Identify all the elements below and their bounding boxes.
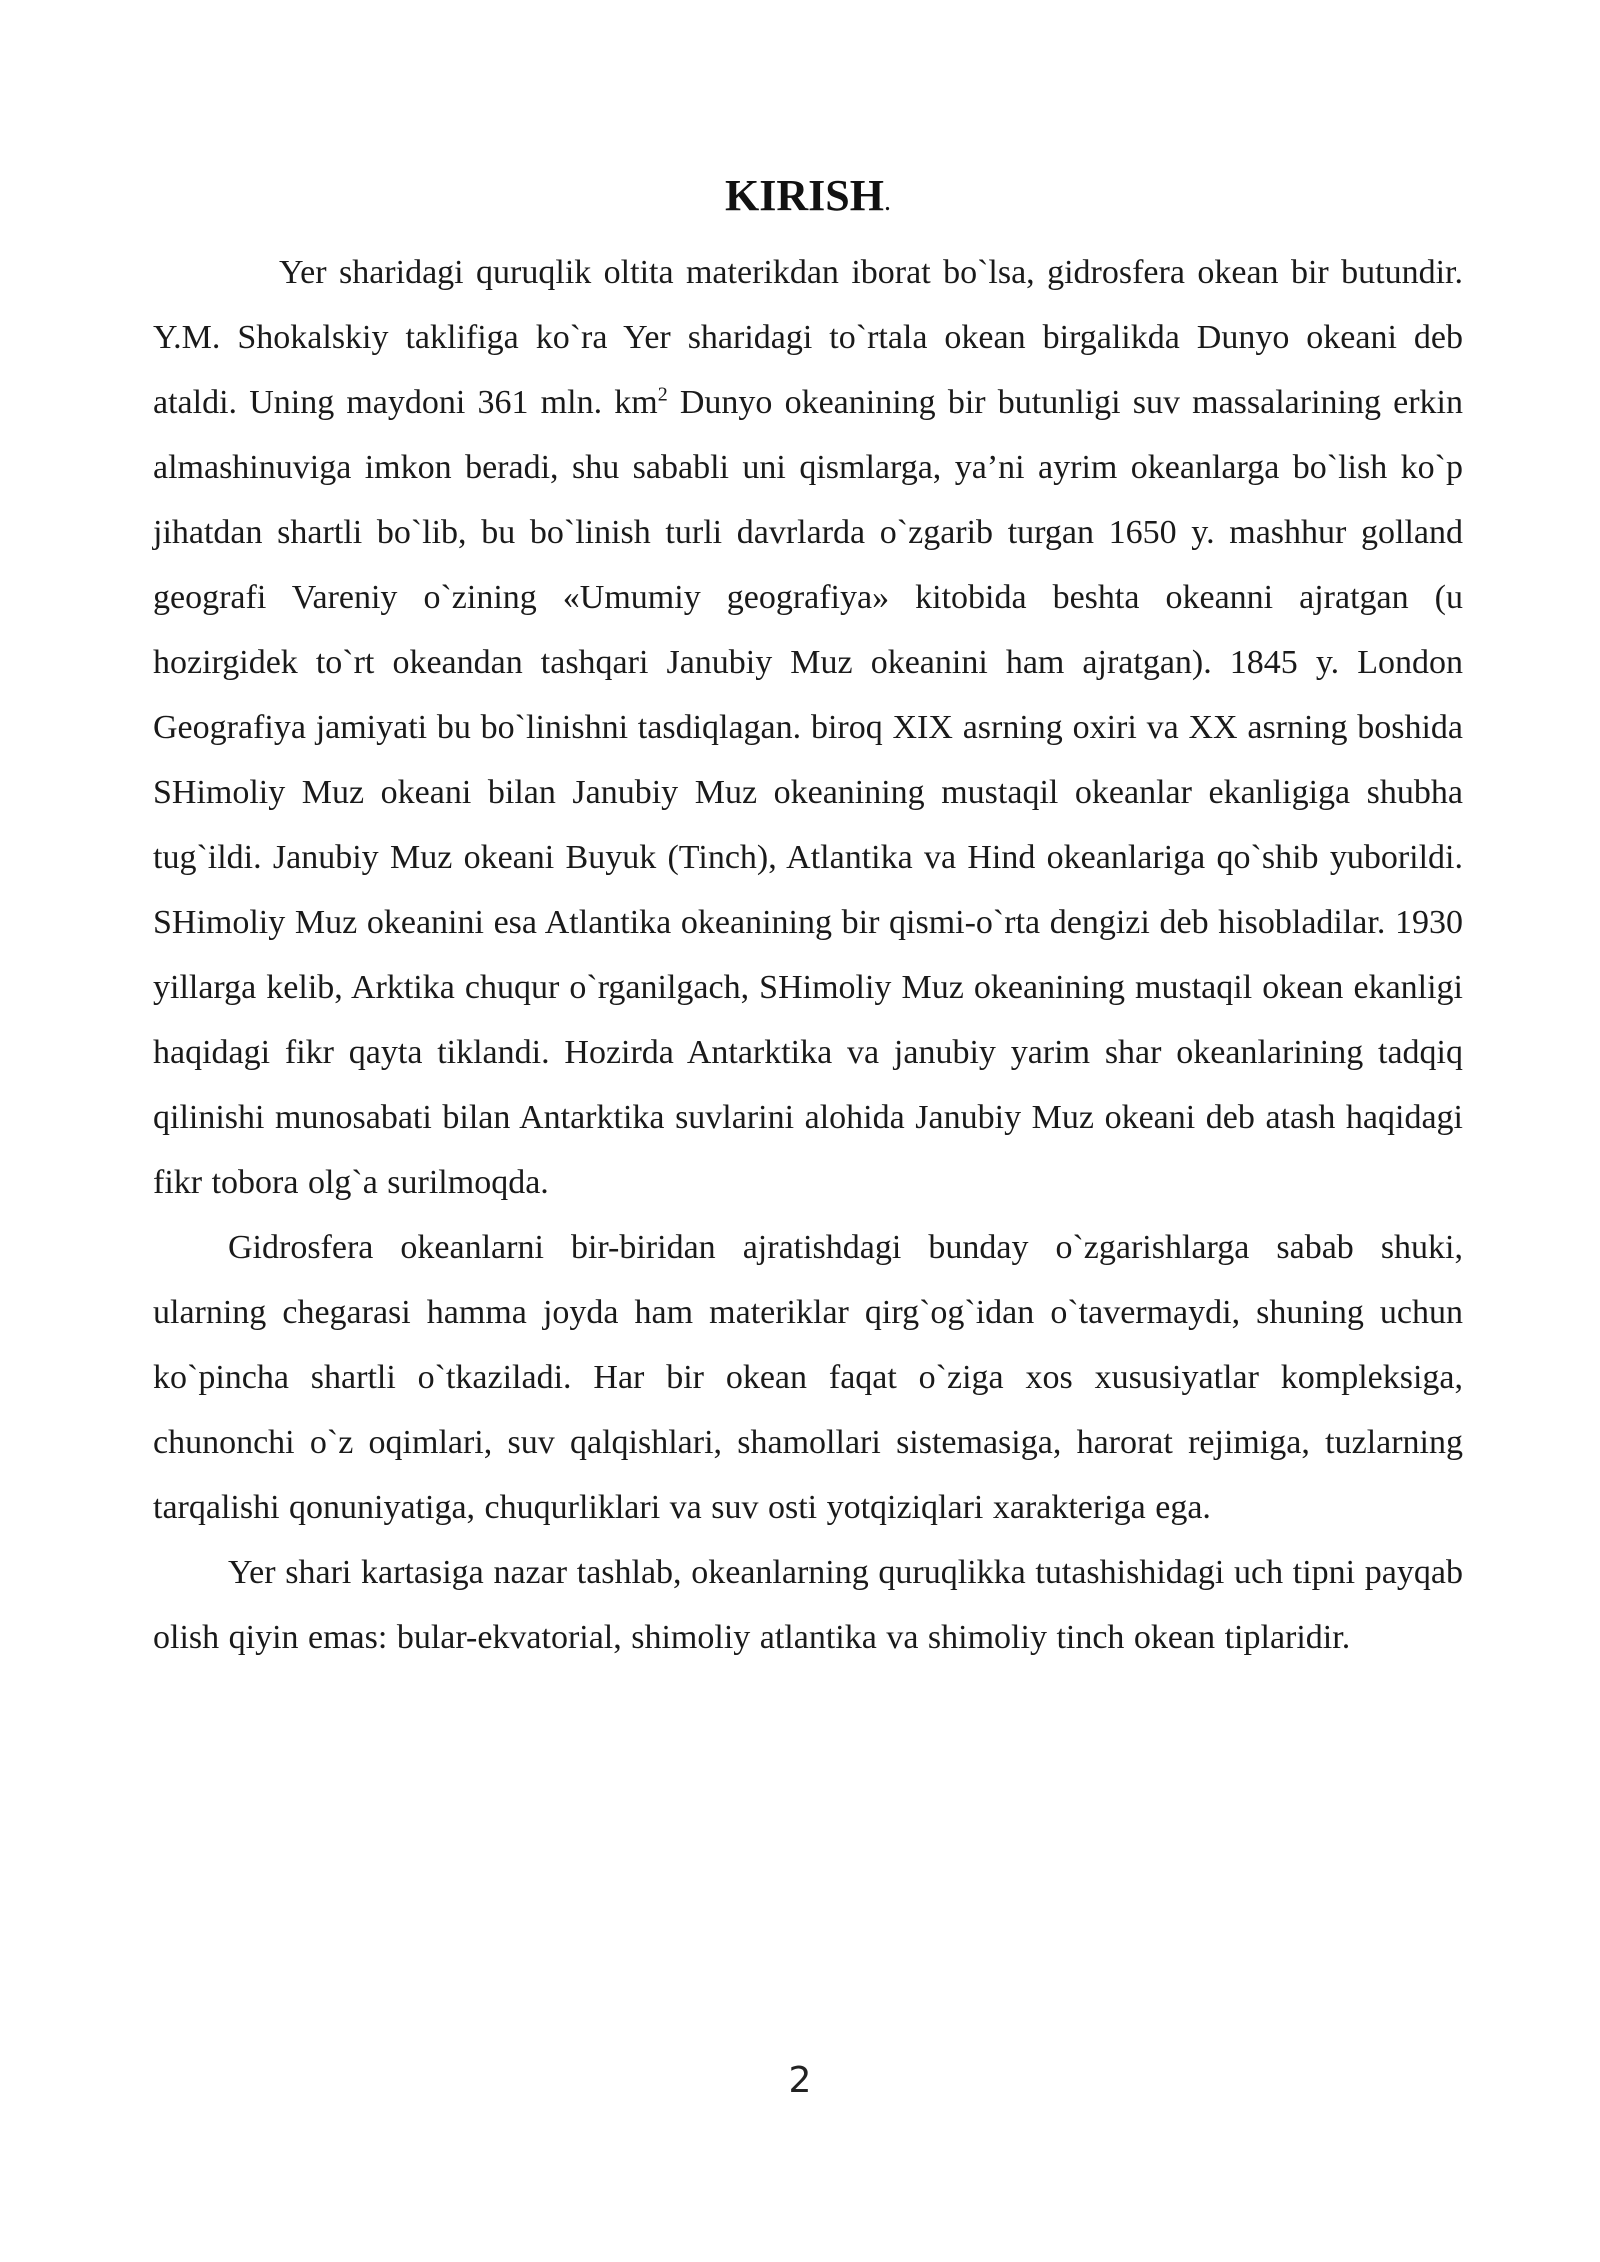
page-title-suffix: . — [883, 186, 891, 217]
paragraph-3: Yer shari kartasiga nazar tashlab, okeanlarning quruqlikka tutashishidagi uch tipni payqab olish qiyin emas: bular-ekvatorial, shimoliy atlantika va shimoliy tinch okean tiplaridir. — [153, 1554, 1463, 1656]
paragraph-1 — [153, 240, 1463, 1215]
page-content — [153, 160, 1463, 1670]
superscript-2: 2 — [657, 383, 668, 406]
paragraph-2: Gidrosfera okeanlarni bir-biridan ajratishdagi bunday o`zgarishlarga sabab shuki, ularning chegarasi hamma joyda ham materiklar qirg`og`idan o`tavermaydi, shuning uchun ko`pincha shartli o`tkaziladi. Har bir okean faqat o`ziga xos xususiyatlar kompleksiga, chunonchi o`z oqimlari, suv qalqishlari, shamollari sistemasiga, harorat rejimiga, tuzlarning tarqalishi qonuniyatiga, chuqurliklari va suv osti yotqiziqlari xarakteriga ega. — [153, 1229, 1463, 1526]
page-title — [153, 160, 1463, 238]
page-number: 2 — [788, 2060, 812, 2101]
paragraph-1-text-end: Dunyo okeanining bir butunligi suv massalarining erkin almashinuviga imkon beradi, shu sababli uni qismlarga, ya’ni ayrim okeanlarga bo`lish ko`p jihatdan shartli bo`lib, bu bo`linish turli davrlarda o`zgarib turgan 1650 y. mashhur golland geografi Vareniy o`zining «Umumiy geografiya» kitobida beshta okeanni ajratgan (u hozirgidek to`rt okeandan tashqari Janubiy Muz okeanini ham ajratgan). 1845 y. London Geografiya jamiyati bu bo`linishni tasdiqlagan. biroq XIX asrning oxiri va XX asrning boshida SHimoliy Muz okeani bilan Janubiy Muz okeanining mustaqil okeanlar ekanligiga shubha tug`ildi. Janubiy Muz okeani Buyuk (Tinch), Atlantika va Hind okeanlariga qo`shib yuborildi. SHimoliy Muz okeanini esa Atlantika okeanining bir qismi-o`rta dengizi deb hisobladilar. 1930 yillarga kelib, Arktika chuqur o`rganilgach, SHimoliy Muz okeanining mustaqil okean ekanligi haqidagi fikr qayta tiklandi. Hozirda Antarktika va janubiy yarim shar okeanlarining tadqiq qilinishi munosabati bilan Antarktika suvlarini alohida Janubiy Muz okeani deb atash haqidagi fikr tobora olg`a surilmoqda. — [153, 384, 1464, 1201]
paragraph-1-text-start: Yer sharidagi quruqlik oltita materikdan iborat bo`lsa, gidrosfera okean bir butundir. Y.M. Shokalskiy taklifiga ko`ra Yer sharidagi to`rtala okean birgalikda Dunyo okeani deb ataldi. Uning maydoni 361 mln. km — [153, 254, 1463, 421]
page-title-text: KIRISH — [725, 171, 884, 220]
